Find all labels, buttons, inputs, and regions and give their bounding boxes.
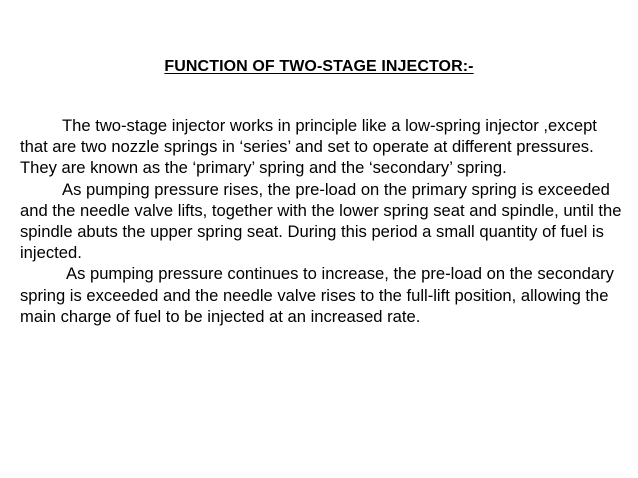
slide-title: FUNCTION OF TWO-STAGE INJECTOR:- bbox=[164, 58, 474, 75]
paragraph-1: The two-stage injector works in principle like a low-spring injector ,except that are two nozzle springs in ‘series’ and set to operate at different pressures. They are known as the ‘primary’ spring and the ‘secondary’ spring. bbox=[20, 116, 597, 178]
paragraph-3: As pumping pressure continues to increase, the pre-load on the secondary spring is exceeded and the needle valve rises to the full-lift position, allowing the main charge of fuel to be injected at an increased rate. bbox=[20, 264, 614, 326]
paragraph-2: As pumping pressure rises, the pre-load on the primary spring is exceeded and the needle valve lifts, together with the lower spring seat and spindle, until the spindle abuts the upper spring seat. During this period a small quantity of fuel is injected. bbox=[20, 179, 622, 263]
slide-body bbox=[20, 115, 628, 327]
